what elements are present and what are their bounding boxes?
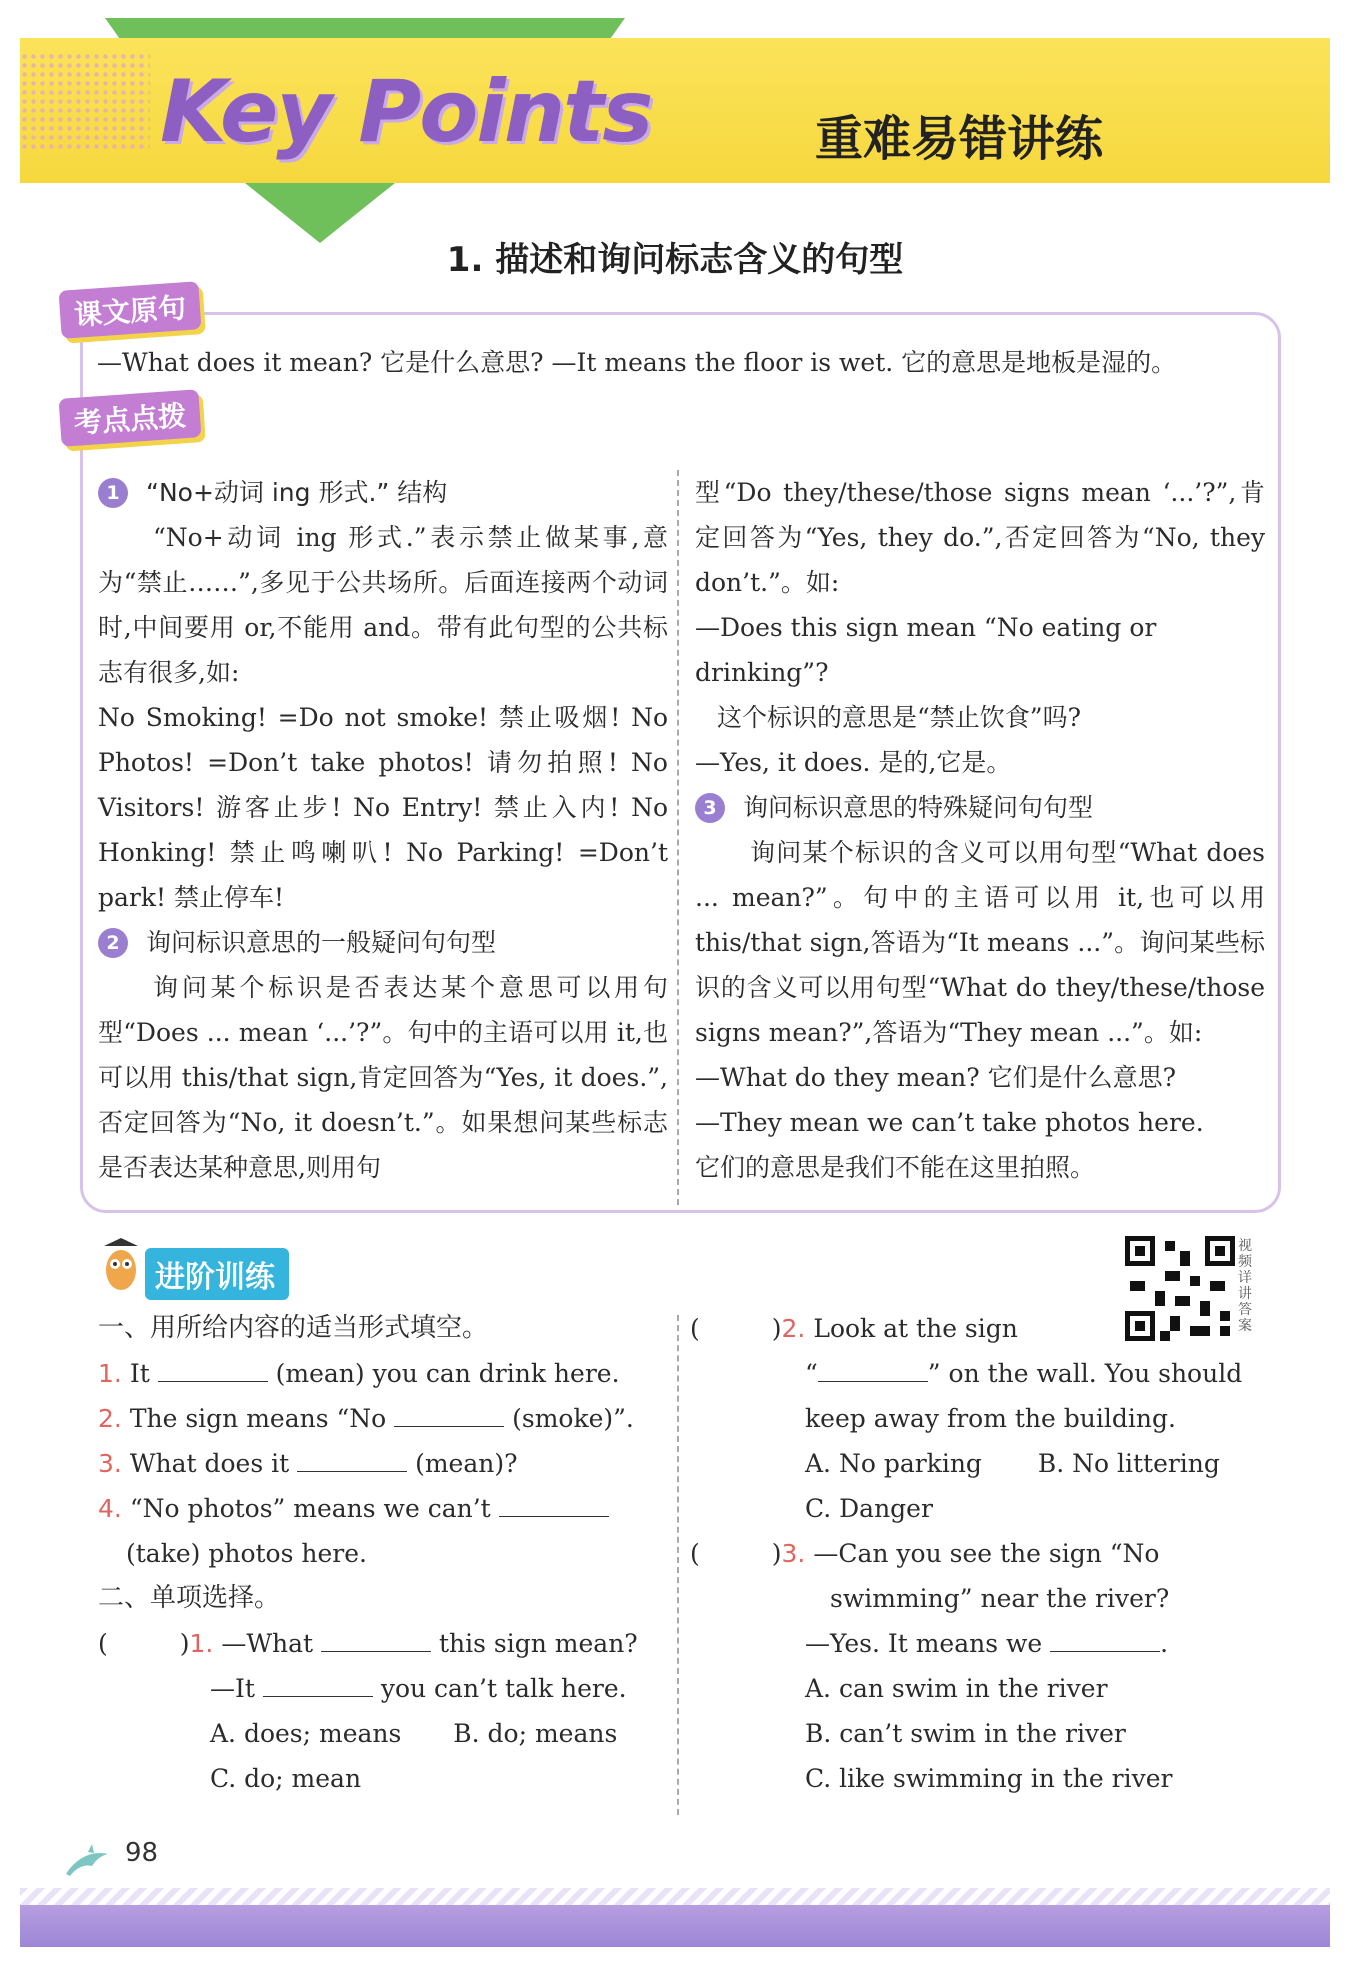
- right-column: [695, 470, 1265, 1190]
- fill-item-1: [98, 1351, 668, 1396]
- answer-paren-close: ): [771, 1539, 782, 1568]
- answer-paren-open: (: [690, 1539, 700, 1568]
- point-1-text: “No+动词 ing 形式.”表示禁止做某事,意为“禁止……”,多见于公共场所。后面连接两个动词时,中间要用 or,不能用 and。带有此句型的公共标志有很多,如:: [98, 523, 668, 687]
- q2-text-c: keep away from the building.: [805, 1404, 1176, 1433]
- option-b[interactable]: B. do; means: [453, 1719, 618, 1748]
- item-number: 2.: [781, 1314, 806, 1343]
- option-b[interactable]: B. No littering: [1037, 1449, 1220, 1478]
- item-number: 3.: [98, 1449, 122, 1478]
- option-c[interactable]: C. do; mean: [210, 1764, 362, 1793]
- item-text: It: [129, 1359, 150, 1388]
- point-2-continued: 型“Do they/these/those signs mean ‘...’?”,肯定回答为“Yes, they do.”,否定回答为“No, they don’t.”。如:: [695, 478, 1265, 597]
- option-a[interactable]: A. No parking: [805, 1449, 982, 1478]
- item-number: 4.: [98, 1494, 122, 1523]
- header-dot-pattern: [20, 52, 150, 152]
- example-1-translation: 这个标识的意思是“禁止饮食”吗?: [717, 703, 1081, 732]
- option-a[interactable]: A. can swim in the river: [805, 1674, 1108, 1703]
- q2-text-b: on the wall. You should: [948, 1359, 1243, 1388]
- item-text: “No photos” means we can’t: [129, 1494, 491, 1523]
- page-number: 98: [125, 1838, 159, 1868]
- fill-item-2: [98, 1396, 668, 1441]
- q1-text-b: this sign mean?: [439, 1629, 638, 1658]
- option-c[interactable]: C. like swimming in the river: [805, 1764, 1173, 1793]
- item-hint: (mean)?: [415, 1449, 518, 1478]
- q1-text-a: —What: [221, 1629, 314, 1658]
- answer-paren-open: (: [98, 1629, 108, 1658]
- q2-text-a: Look at the sign: [813, 1314, 1018, 1343]
- fill-item-3: [98, 1441, 668, 1486]
- section-title: 1. 描述和询问标志含义的句型: [446, 240, 904, 280]
- qr-caption: 视频详讲答案: [1238, 1238, 1252, 1334]
- example-2-answer: —They mean we can’t take photos here.: [695, 1108, 1204, 1137]
- point-1-examples: No Smoking! =Do not smoke! 禁止吸烟! No Photos! =Don’t take photos! 请勿拍照! No Visitors! 游客止步! No Entry! 禁止入内! No Honking! 禁止鸣喇叭! No Parking! =Don’t park! 禁止停车!: [98, 703, 668, 912]
- point-1-heading: [98, 470, 668, 515]
- example-2-translation: 它们的意思是我们不能在这里拍照。: [695, 1153, 1096, 1182]
- tips-tag: 考点点拨: [58, 389, 201, 447]
- q1-text-d: you can’t talk here.: [380, 1674, 627, 1703]
- item-hint: (take) photos here.: [126, 1539, 367, 1568]
- item-number: 1.: [98, 1359, 122, 1388]
- answer-blank[interactable]: [394, 1398, 504, 1427]
- point-3-heading: [695, 785, 1265, 830]
- point-3-text: 询问某个标识的含义可以用句型“What does ... mean?”。句中的主语可以用 it,也可以用 this/that sign,答语为“It means ...”。询问某些标识的含义可以用句型“What do they/these/those signs mean?”,答语为“They mean ...”。如:: [695, 838, 1265, 1047]
- item-number: 1.: [189, 1629, 214, 1658]
- left-column: [98, 470, 668, 1190]
- q2-line-2: “ ” on the wall. You should: [690, 1351, 1265, 1396]
- item-text: What does it: [129, 1449, 290, 1478]
- option-c[interactable]: C. Danger: [805, 1494, 933, 1523]
- footer-band: [20, 1905, 1330, 1947]
- item-hint: (smoke)”.: [512, 1404, 634, 1433]
- fill-item-4: [98, 1486, 668, 1576]
- source-tag: 课文原句: [58, 281, 201, 339]
- q3-text-a: —Can you see the sign “No: [813, 1539, 1160, 1568]
- part-1-title: 一、用所给内容的适当形式填空。: [98, 1313, 489, 1343]
- answer-blank[interactable]: [263, 1668, 373, 1697]
- answer-blank[interactable]: [297, 1443, 407, 1472]
- item-number: 2.: [98, 1404, 122, 1433]
- point-1-title: “No+动词 ing 形式.” 结构: [146, 478, 448, 507]
- q1-options-row: [98, 1711, 668, 1756]
- item-text: The sign means “No: [129, 1404, 387, 1433]
- owl-mascot-icon: [100, 1236, 142, 1296]
- exercise-left-column: [98, 1306, 668, 1801]
- answer-blank[interactable]: [1050, 1623, 1160, 1652]
- q2-options-row: [690, 1441, 1265, 1486]
- dolphin-icon: [62, 1840, 112, 1880]
- exercise-divider: [677, 1315, 679, 1815]
- header-top-bar: [105, 18, 625, 40]
- answer-blank[interactable]: [158, 1353, 268, 1382]
- part-2-title: 二、单项选择。: [98, 1583, 281, 1613]
- training-tag: 进阶训练: [145, 1248, 289, 1300]
- item-number: 3.: [781, 1539, 806, 1568]
- number-badge-2: 2: [98, 928, 128, 958]
- option-a[interactable]: A. does; means: [210, 1719, 402, 1748]
- example-1-question: —Does this sign mean “No eating or drinking”?: [695, 613, 1157, 687]
- key-points-title: Key Points: [160, 62, 652, 162]
- answer-blank[interactable]: [818, 1353, 928, 1382]
- q3-text-b: swimming” near the river?: [830, 1584, 1170, 1613]
- choice-question-2: [690, 1306, 1265, 1531]
- point-2-title: 询问标识意思的一般疑问句句型: [146, 928, 497, 957]
- exercise-right-column: [690, 1306, 1265, 1801]
- number-badge-1: 1: [98, 478, 128, 508]
- example-1-answer: —Yes, it does. 是的,它是。: [695, 748, 1012, 777]
- choice-question-1: [98, 1621, 668, 1801]
- q1-line-2: [98, 1666, 668, 1711]
- answer-blank[interactable]: [499, 1488, 609, 1517]
- q1-text-c: —It: [210, 1674, 255, 1703]
- answer-paren-open: (: [690, 1314, 700, 1343]
- example-2-question: —What do they mean? 它们是什么意思?: [695, 1063, 1176, 1092]
- answer-blank[interactable]: [321, 1623, 431, 1652]
- chinese-title: 重难易错讲练: [815, 111, 1104, 167]
- column-divider: [677, 470, 679, 1205]
- q3-text-c: —Yes. It means we: [805, 1629, 1043, 1658]
- answer-paren-close: ): [179, 1629, 190, 1658]
- source-sentence: —What does it mean? 它是什么意思? —It means the floor is wet. 它的意思是地板是湿的。: [97, 348, 1177, 377]
- point-2-heading: [98, 920, 668, 965]
- choice-question-3: [690, 1531, 1265, 1801]
- point-3-title: 询问标识意思的特殊疑问句句型: [743, 793, 1094, 822]
- answer-paren-close: ): [771, 1314, 782, 1343]
- option-b[interactable]: B. can’t swim in the river: [805, 1719, 1126, 1748]
- number-badge-3: 3: [695, 793, 725, 823]
- q3-line-3: —Yes. It means we .: [690, 1621, 1265, 1666]
- point-2-text: 询问某个标识是否表达某个意思可以用句型“Does ... mean ‘...’?”。句中的主语可以用 it,也可以用 this/that sign,肯定回答为“Yes, it does.”,否定回答为“No, it doesn’t.”。如果想问某些标志是否表达某种意思,则用句: [98, 973, 668, 1182]
- item-hint: (mean) you can drink here.: [275, 1359, 620, 1388]
